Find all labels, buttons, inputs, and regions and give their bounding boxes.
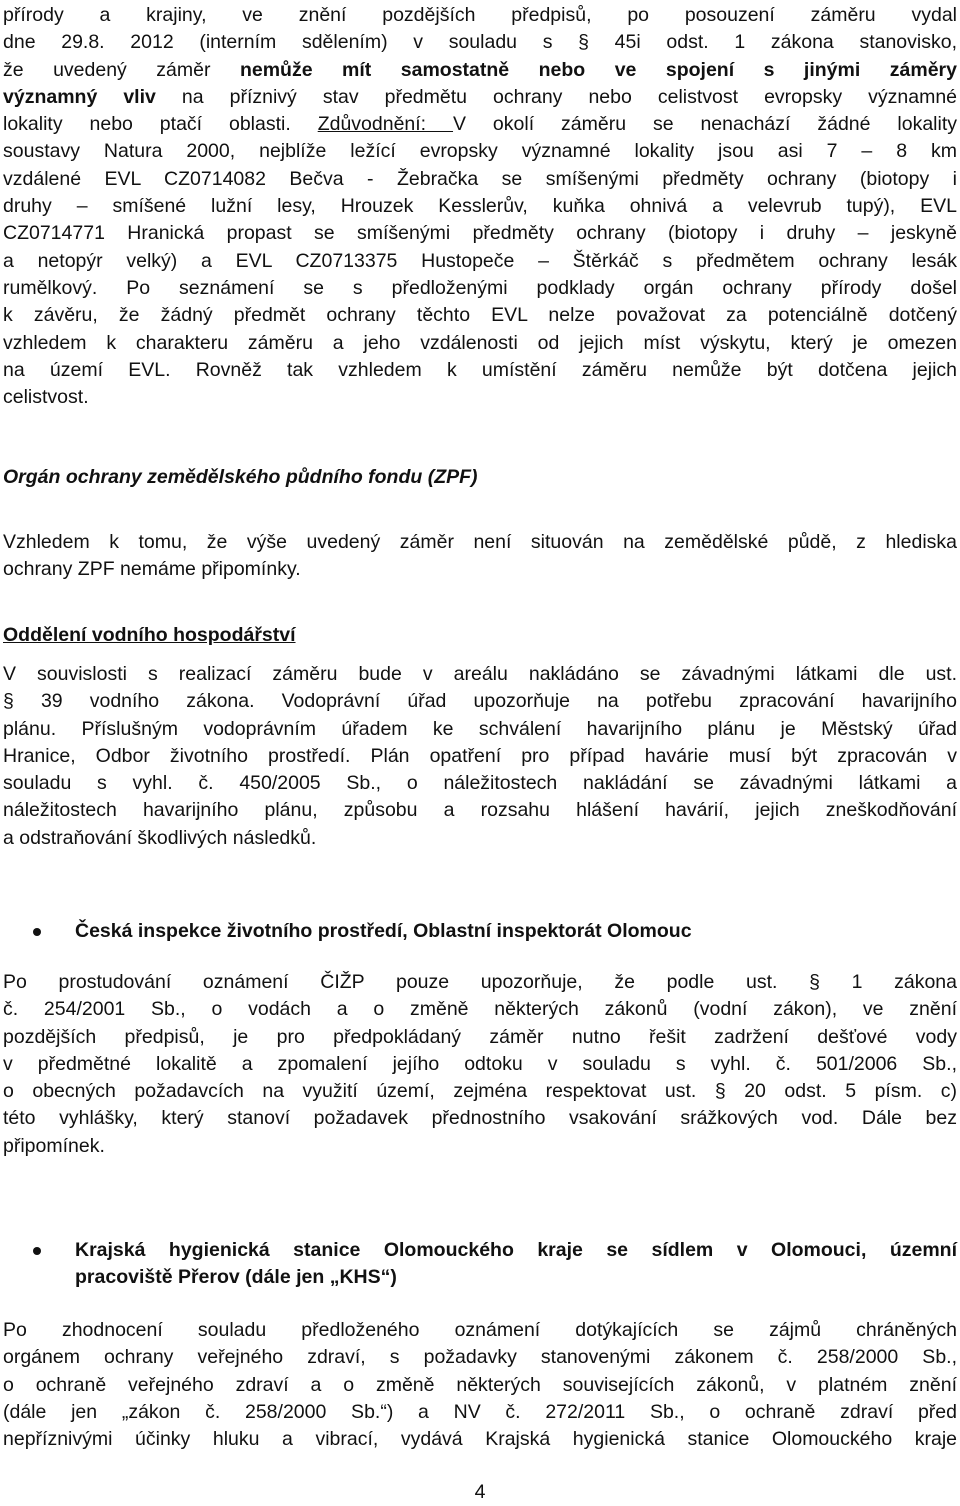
section-khs-body <box>3 1317 957 1453</box>
section-heading: Česká inspekce životního prostředí, Oblastní inspektorát Olomouc <box>75 920 692 942</box>
bullet-icon <box>33 928 41 936</box>
text-line: o ochraně veřejného zdraví a o změně některých souvisejících zákonů, v platném znění <box>3 1373 957 1396</box>
text-line: V souvislosti s realizací záměru bude v areálu nakládáno se závadnými látkami dle ust. <box>3 663 957 685</box>
text-line: celistvost. <box>3 386 89 409</box>
emphasis-bold: významný vliv <box>3 85 156 108</box>
text-line: vzdálené EVL CZ0714082 Bečva - Žebračka se smíšenými předměty ochrany (biotopy i <box>3 167 957 190</box>
text-line: Hranice, Odbor životního prostředí. Plán opatření pro případ havárie musí být zpracován v <box>3 744 957 767</box>
text-line: na území EVL. Rovněž tak vzhledem k umístění záměru nemůže být dotčena jejich <box>3 358 957 381</box>
heading-line: pracoviště Přerov (dále jen „KHS“) <box>75 1266 397 1289</box>
text-run: že uvedený záměr <box>3 58 240 81</box>
text-line: § 39 vodního zákona. Vodoprávní úřad upozorňuje na potřebu zpracování havarijního <box>3 690 957 713</box>
text-line: přírody a krajiny, ve znění pozdějších předpisů, po posouzení záměru vydal <box>3 4 957 26</box>
text-line: a odstraňování škodlivých následků. <box>3 826 317 849</box>
bullet-item-khs <box>3 1237 957 1293</box>
text-line: této vyhlášky, který stanoví požadavek přednostního vsakování srážkových vod. Dále bez <box>3 1107 957 1130</box>
section-zpf-heading <box>3 464 957 491</box>
text-line: CZ0714771 Hranická propast se smíšenými předměty ochrany (biotopy i druhy – jeskyně <box>3 222 957 245</box>
text-line: Po zhodnocení souladu předloženého oznámení dotýkajících se zájmů chráněných <box>3 1319 957 1341</box>
text-line: rumělkový. Po seznámení se s předloženými podklady orgán ochrany přírody došel <box>3 276 957 299</box>
text-line: plánu. Příslušným vodoprávním úřadem ke schválení havarijního plánu je Městský úřad <box>3 717 957 740</box>
section-heading: Orgán ochrany zemědělského půdního fondu (ZPF) <box>3 466 478 488</box>
text-run: V okolí záměru se nenachází žádné lokality <box>453 113 957 136</box>
justification-label: Zdůvodnění: <box>317 113 454 136</box>
text-line <box>3 57 957 84</box>
bullet-item-cizp <box>3 918 957 946</box>
text-run: lokality nebo ptačí oblasti. <box>3 113 318 136</box>
text-line: souladu s vyhl. č. 450/2005 Sb., o náležitostech nakládání se závadnými látkami a <box>3 772 957 795</box>
emphasis-bold: nemůže mít samostatně nebo ve spojení s jinými záměry <box>239 58 957 81</box>
section-zpf-body <box>3 529 957 584</box>
text-line: ochrany ZPF nemáme připomínky. <box>3 558 301 581</box>
text-run: na příznivý stav předmětu ochrany nebo celistvost evropsky významné <box>155 85 958 108</box>
text-line: Po prostudování oznámení ČIŽP pouze upozorňuje, že podle ust. § 1 zákona <box>3 971 957 993</box>
text-line: náležitostech havarijního plánu, způsobu a rozsahu hlášení havárií, jejich zneškodňování <box>3 799 957 822</box>
text-line: k závěru, že žádný předmět ochrany těchto EVL nelze považovat za potenciálně dotčený <box>3 304 957 327</box>
bullet-icon <box>33 1247 41 1255</box>
text-line: dne 29.8. 2012 (interním sdělením) v souladu s § 45i odst. 1 zákona stanovisko, <box>3 31 957 54</box>
section-heading <box>75 1237 957 1292</box>
text-line: připomínek. <box>3 1134 105 1157</box>
text-line: (dále jen „zákon č. 258/2000 Sb.“) a NV č. 272/2011 Sb., o ochraně zdraví před <box>3 1400 957 1423</box>
text-line: v předmětné lokalitě a zpomalení jejího odtoku v souladu s vyhl. č. 501/2006 Sb., <box>3 1052 957 1075</box>
text-line: orgánem ochrany veřejného zdraví, s požadavky stanovenými zákonem č. 258/2000 Sb., <box>3 1346 957 1369</box>
section-cizp-body <box>3 969 957 1160</box>
section-heading: Oddělení vodního hospodářství <box>3 624 296 646</box>
paragraph-natura-opinion <box>3 2 957 411</box>
text-line: Vzhledem k tomu, že výše uvedený záměr není situován na zemědělské půdě, z hlediska <box>3 531 957 553</box>
section-water-heading <box>3 622 957 649</box>
text-line: druhy – smíšené lužní lesy, Hrouzek Kesslerův, kuňka ohnivá a velevrub tupý), EVL <box>3 195 957 218</box>
text-line <box>3 111 957 138</box>
text-line <box>3 84 957 111</box>
text-line: pozdějších předpisů, je pro předpokládaný záměr nutno řešit zadržení dešťové vody <box>3 1025 957 1048</box>
section-water-body <box>3 661 957 852</box>
text-line: nepříznivými účinky hluku a vibrací, vydává Krajská hygienická stanice Olomouckého kraje <box>3 1428 957 1451</box>
heading-line: Krajská hygienická stanice Olomouckého kraje se sídlem v Olomouci, územní <box>75 1239 957 1261</box>
text-line: soustavy Natura 2000, nejblíže ležící evropsky významné lokality jsou asi 7 – 8 km <box>3 140 957 163</box>
text-line: o obecných požadavcích na využití území, zejména respektovat ust. § 20 odst. 5 písm. c) <box>3 1080 957 1103</box>
text-line: č. 254/2001 Sb., o vodách a o změně některých zákonů (vodní zákon), ve znění <box>3 998 957 1021</box>
page-number: 4 <box>474 1481 486 1503</box>
text-line: a netopýr velký) a EVL CZ0713375 Hustopeče – Štěrkáč s předmětem ochrany lesák <box>3 249 957 272</box>
text-line: vzhledem k charakteru záměru a jeho vzdálenosti od jejich míst výskytu, který je omezen <box>3 331 957 354</box>
